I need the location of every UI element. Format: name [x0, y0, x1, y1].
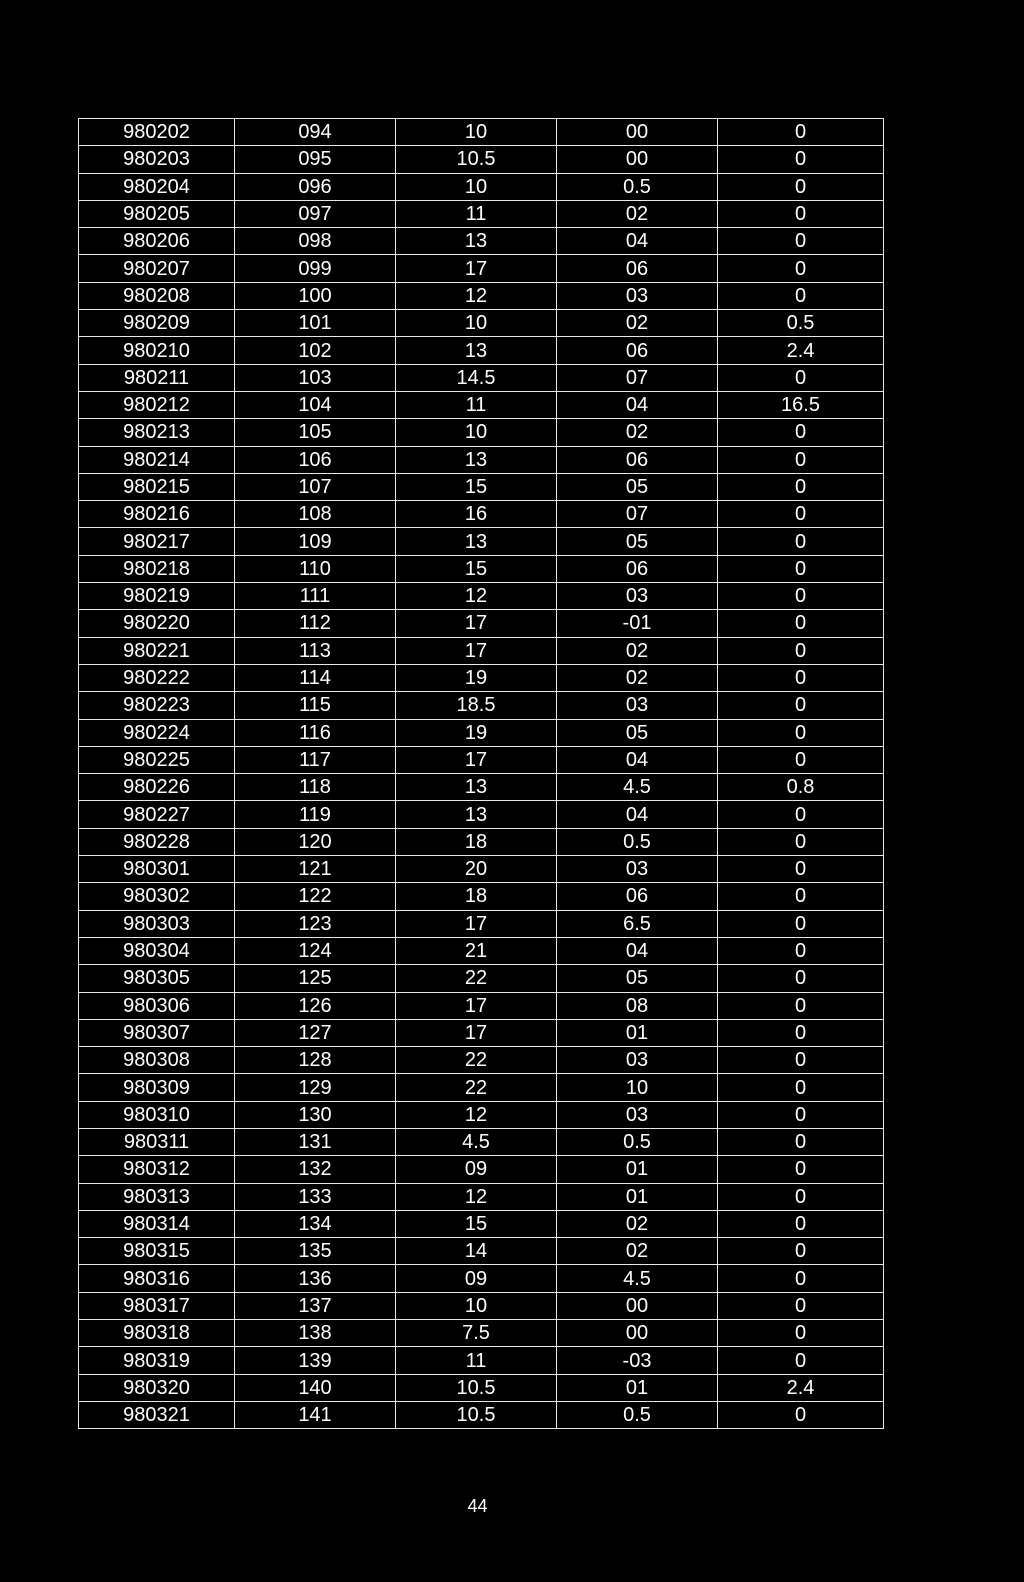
table-cell: 0	[718, 965, 884, 992]
table-cell: 02	[557, 1210, 718, 1237]
table-cell: 18	[396, 828, 557, 855]
table-cell: 17	[396, 992, 557, 1019]
table-row	[79, 1156, 884, 1183]
table-cell: 11	[396, 1347, 557, 1374]
table-row	[79, 1019, 884, 1046]
table-cell: 05	[557, 719, 718, 746]
table-cell: 0	[718, 1292, 884, 1319]
table-cell: 0	[718, 1183, 884, 1210]
table-cell: 140	[235, 1374, 396, 1401]
table-cell: 17	[396, 746, 557, 773]
table-cell: 0	[718, 692, 884, 719]
table-cell: 980303	[79, 910, 235, 937]
table-cell: 06	[557, 337, 718, 364]
table-cell: 094	[235, 119, 396, 146]
table-cell: 096	[235, 173, 396, 200]
table-cell: 980321	[79, 1401, 235, 1428]
table-cell: 18	[396, 883, 557, 910]
table-cell: 0	[718, 1238, 884, 1265]
table-cell: 980311	[79, 1128, 235, 1155]
table-cell: 127	[235, 1019, 396, 1046]
table-cell: 102	[235, 337, 396, 364]
table-cell: 06	[557, 446, 718, 473]
table-cell: 0	[718, 364, 884, 391]
table-cell: 097	[235, 200, 396, 227]
table-cell: 0	[718, 1265, 884, 1292]
table-cell: 0.8	[718, 774, 884, 801]
table-cell: 13	[396, 528, 557, 555]
table-row	[79, 1128, 884, 1155]
table-row	[79, 1265, 884, 1292]
table-cell: 22	[396, 965, 557, 992]
table-cell: 0	[718, 583, 884, 610]
table-cell: 4.5	[396, 1128, 557, 1155]
table-cell: 980216	[79, 501, 235, 528]
table-cell: 03	[557, 692, 718, 719]
table-cell: 980314	[79, 1210, 235, 1237]
table-cell: 110	[235, 555, 396, 582]
table-cell: 980301	[79, 856, 235, 883]
table-row	[79, 528, 884, 555]
table-row	[79, 1320, 884, 1347]
table-row	[79, 473, 884, 500]
table-cell: 02	[557, 310, 718, 337]
table-cell: 0	[718, 200, 884, 227]
table-cell: 129	[235, 1074, 396, 1101]
table-row	[79, 282, 884, 309]
table-cell: 10	[557, 1074, 718, 1101]
table-cell: 0	[718, 1019, 884, 1046]
table-cell: 106	[235, 446, 396, 473]
table-cell: 131	[235, 1128, 396, 1155]
table-cell: 0	[718, 828, 884, 855]
table-cell: 0	[718, 746, 884, 773]
table-cell: 0	[718, 856, 884, 883]
table-cell: 980317	[79, 1292, 235, 1319]
table-cell: 128	[235, 1047, 396, 1074]
table-row	[79, 1292, 884, 1319]
table-cell: 980226	[79, 774, 235, 801]
table-cell: 101	[235, 310, 396, 337]
table-row	[79, 828, 884, 855]
table-cell: 980316	[79, 1265, 235, 1292]
table-row	[79, 774, 884, 801]
table-row	[79, 746, 884, 773]
table-cell: 109	[235, 528, 396, 555]
table-cell: 980305	[79, 965, 235, 992]
table-cell: 980224	[79, 719, 235, 746]
table-cell: 10	[396, 419, 557, 446]
table-cell: 22	[396, 1047, 557, 1074]
table-cell: 095	[235, 146, 396, 173]
table-cell: 0	[718, 1347, 884, 1374]
table-cell: 980315	[79, 1238, 235, 1265]
table-cell: 980306	[79, 992, 235, 1019]
table-cell: 105	[235, 419, 396, 446]
table-cell: 0	[718, 1128, 884, 1155]
table-cell: 01	[557, 1156, 718, 1183]
table-cell: 00	[557, 146, 718, 173]
table-cell: 0	[718, 610, 884, 637]
table-row	[79, 555, 884, 582]
table-cell: 980302	[79, 883, 235, 910]
table-cell: 980210	[79, 337, 235, 364]
table-cell: 18.5	[396, 692, 557, 719]
table-cell: 0	[718, 473, 884, 500]
table-cell: 113	[235, 637, 396, 664]
table-cell: 05	[557, 965, 718, 992]
table-cell: 104	[235, 391, 396, 418]
table-cell: 12	[396, 282, 557, 309]
table-cell: 00	[557, 1292, 718, 1319]
table-row	[79, 228, 884, 255]
table-cell: 0	[718, 910, 884, 937]
table-row	[79, 937, 884, 964]
table-cell: 17	[396, 910, 557, 937]
table-cell: 980208	[79, 282, 235, 309]
table-cell: 120	[235, 828, 396, 855]
table-cell: 098	[235, 228, 396, 255]
table-cell: 0	[718, 1156, 884, 1183]
table-cell: 0	[718, 1401, 884, 1428]
table-cell: 0	[718, 528, 884, 555]
table-cell: 15	[396, 555, 557, 582]
table-cell: 0.5	[557, 173, 718, 200]
table-cell: 19	[396, 719, 557, 746]
table-cell: 02	[557, 664, 718, 691]
table-cell: 141	[235, 1401, 396, 1428]
table-cell: 118	[235, 774, 396, 801]
table-cell: 17	[396, 1019, 557, 1046]
table-cell: 980206	[79, 228, 235, 255]
table-cell: 980214	[79, 446, 235, 473]
table-cell: 0	[718, 119, 884, 146]
table-row	[79, 883, 884, 910]
table-cell: 980222	[79, 664, 235, 691]
table-row	[79, 364, 884, 391]
table-cell: 10.5	[396, 1374, 557, 1401]
table-cell: 980212	[79, 391, 235, 418]
table-cell: 12	[396, 1101, 557, 1128]
table-row	[79, 310, 884, 337]
table-cell: 980203	[79, 146, 235, 173]
table-cell: 07	[557, 501, 718, 528]
table-cell: 139	[235, 1347, 396, 1374]
table-row	[79, 583, 884, 610]
table-cell: 04	[557, 746, 718, 773]
table-cell: 138	[235, 1320, 396, 1347]
table-cell: 980308	[79, 1047, 235, 1074]
table-cell: 13	[396, 801, 557, 828]
table-cell: 15	[396, 1210, 557, 1237]
table-cell: 05	[557, 473, 718, 500]
table-cell: 980219	[79, 583, 235, 610]
table-cell: 03	[557, 856, 718, 883]
table-cell: 980223	[79, 692, 235, 719]
table-cell: 2.4	[718, 337, 884, 364]
table-cell: 04	[557, 228, 718, 255]
table-cell: 980215	[79, 473, 235, 500]
table-row	[79, 1183, 884, 1210]
table-cell: 13	[396, 228, 557, 255]
table-cell: 980204	[79, 173, 235, 200]
table-cell: 02	[557, 419, 718, 446]
table-row	[79, 1347, 884, 1374]
table-row	[79, 910, 884, 937]
table-cell: 130	[235, 1101, 396, 1128]
table-cell: 17	[396, 255, 557, 282]
table-row	[79, 965, 884, 992]
table-cell: 0	[718, 801, 884, 828]
table-cell: 4.5	[557, 774, 718, 801]
table-cell: 0	[718, 937, 884, 964]
table-cell: 0	[718, 1074, 884, 1101]
table-cell: 07	[557, 364, 718, 391]
table-cell: 02	[557, 200, 718, 227]
table-cell: 00	[557, 1320, 718, 1347]
table-cell: 10	[396, 173, 557, 200]
table-cell: 04	[557, 391, 718, 418]
table-cell: 06	[557, 555, 718, 582]
table-row	[79, 1101, 884, 1128]
table-cell: 124	[235, 937, 396, 964]
table-cell: 123	[235, 910, 396, 937]
table-row	[79, 446, 884, 473]
table-cell: -03	[557, 1347, 718, 1374]
table-cell: 125	[235, 965, 396, 992]
table-cell: 0	[718, 501, 884, 528]
table-cell: 121	[235, 856, 396, 883]
table-cell: 126	[235, 992, 396, 1019]
table-cell: 03	[557, 1047, 718, 1074]
table-cell: 05	[557, 528, 718, 555]
table-row	[79, 1374, 884, 1401]
table-cell: 6.5	[557, 910, 718, 937]
table-cell: 0.5	[557, 1128, 718, 1155]
table-cell: 0	[718, 555, 884, 582]
table-cell: 11	[396, 391, 557, 418]
table-cell: 0.5	[557, 1401, 718, 1428]
table-row	[79, 664, 884, 691]
table-cell: 980304	[79, 937, 235, 964]
table-cell: 980213	[79, 419, 235, 446]
table-cell: 114	[235, 664, 396, 691]
table-cell: 115	[235, 692, 396, 719]
table-cell: 19	[396, 664, 557, 691]
table-cell: 980220	[79, 610, 235, 637]
table-cell: 10.5	[396, 1401, 557, 1428]
table-row	[79, 719, 884, 746]
table-cell: 133	[235, 1183, 396, 1210]
table-cell: 099	[235, 255, 396, 282]
table-cell: 06	[557, 883, 718, 910]
table-cell: 03	[557, 1101, 718, 1128]
table-cell: 16	[396, 501, 557, 528]
table-cell: 10	[396, 119, 557, 146]
table-cell: 17	[396, 610, 557, 637]
table-cell: 03	[557, 583, 718, 610]
table-cell: 100	[235, 282, 396, 309]
table-cell: 01	[557, 1019, 718, 1046]
table-cell: 116	[235, 719, 396, 746]
table-row	[79, 501, 884, 528]
table-cell: 980209	[79, 310, 235, 337]
table-row	[79, 1047, 884, 1074]
table-cell: 980313	[79, 1183, 235, 1210]
page-number: 44	[467, 1496, 488, 1516]
table-cell: 13	[396, 446, 557, 473]
table-row	[79, 692, 884, 719]
table-cell: 119	[235, 801, 396, 828]
table-cell: 11	[396, 200, 557, 227]
table-cell: 15	[396, 473, 557, 500]
table-cell: 122	[235, 883, 396, 910]
table-cell: 980218	[79, 555, 235, 582]
table-cell: 135	[235, 1238, 396, 1265]
table-cell: 980221	[79, 637, 235, 664]
table-cell: 0	[718, 883, 884, 910]
table-cell: 0.5	[718, 310, 884, 337]
table-cell: 0	[718, 419, 884, 446]
table-row	[79, 255, 884, 282]
table-cell: 17	[396, 637, 557, 664]
table-cell: 132	[235, 1156, 396, 1183]
table-cell: 980217	[79, 528, 235, 555]
table-cell: 980320	[79, 1374, 235, 1401]
table-cell: 980310	[79, 1101, 235, 1128]
table-row	[79, 637, 884, 664]
table-cell: 980228	[79, 828, 235, 855]
table-cell: 12	[396, 1183, 557, 1210]
table-cell: 0	[718, 637, 884, 664]
table-cell: 00	[557, 119, 718, 146]
table-cell: 0	[718, 255, 884, 282]
table-cell: 0	[718, 1047, 884, 1074]
table-cell: 0	[718, 1210, 884, 1237]
table-cell: 10	[396, 310, 557, 337]
table-row	[79, 1210, 884, 1237]
table-cell: 0	[718, 446, 884, 473]
table-row	[79, 992, 884, 1019]
table-cell: 0	[718, 146, 884, 173]
table-cell: 14.5	[396, 364, 557, 391]
table-cell: 136	[235, 1265, 396, 1292]
table-row	[79, 856, 884, 883]
table-cell: 02	[557, 637, 718, 664]
table-row	[79, 337, 884, 364]
table-row	[79, 1401, 884, 1428]
table-cell: 0	[718, 1101, 884, 1128]
table-row	[79, 1074, 884, 1101]
table-cell: 16.5	[718, 391, 884, 418]
table-cell: 13	[396, 774, 557, 801]
table-cell: 0	[718, 173, 884, 200]
table-cell: 980307	[79, 1019, 235, 1046]
table-cell: 0.5	[557, 828, 718, 855]
table-cell: 0	[718, 719, 884, 746]
table-cell: 22	[396, 1074, 557, 1101]
table-cell: 2.4	[718, 1374, 884, 1401]
table-cell: 137	[235, 1292, 396, 1319]
table-cell: 7.5	[396, 1320, 557, 1347]
table-cell: 980205	[79, 200, 235, 227]
table-cell: 04	[557, 801, 718, 828]
table-cell: 980309	[79, 1074, 235, 1101]
table-cell: 980225	[79, 746, 235, 773]
table-cell: 980202	[79, 119, 235, 146]
table-cell: 03	[557, 282, 718, 309]
table-cell: 0	[718, 664, 884, 691]
table-cell: 134	[235, 1210, 396, 1237]
table-cell: 13	[396, 337, 557, 364]
table-cell: -01	[557, 610, 718, 637]
table-cell: 20	[396, 856, 557, 883]
data-table-body	[79, 119, 884, 1429]
table-cell: 0	[718, 282, 884, 309]
table-cell: 117	[235, 746, 396, 773]
table-cell: 08	[557, 992, 718, 1019]
table-cell: 04	[557, 937, 718, 964]
table-cell: 980312	[79, 1156, 235, 1183]
data-table	[78, 118, 884, 1429]
table-cell: 111	[235, 583, 396, 610]
table-cell: 01	[557, 1183, 718, 1210]
table-cell: 09	[396, 1265, 557, 1292]
table-cell: 108	[235, 501, 396, 528]
table-cell: 980319	[79, 1347, 235, 1374]
table-cell: 0	[718, 228, 884, 255]
table-row	[79, 119, 884, 146]
table-cell: 103	[235, 364, 396, 391]
table-cell: 0	[718, 992, 884, 1019]
table-row	[79, 173, 884, 200]
table-cell: 14	[396, 1238, 557, 1265]
table-cell: 09	[396, 1156, 557, 1183]
table-row	[79, 419, 884, 446]
table-row	[79, 1238, 884, 1265]
table-cell: 21	[396, 937, 557, 964]
table-cell: 01	[557, 1374, 718, 1401]
table-cell: 980207	[79, 255, 235, 282]
table-cell: 0	[718, 1320, 884, 1347]
table-cell: 10	[396, 1292, 557, 1319]
table-row	[79, 146, 884, 173]
table-row	[79, 610, 884, 637]
table-row	[79, 200, 884, 227]
table-cell: 06	[557, 255, 718, 282]
table-cell: 112	[235, 610, 396, 637]
table-cell: 980318	[79, 1320, 235, 1347]
table-row	[79, 801, 884, 828]
table-cell: 12	[396, 583, 557, 610]
table-cell: 4.5	[557, 1265, 718, 1292]
table-row	[79, 391, 884, 418]
table-cell: 107	[235, 473, 396, 500]
table-cell: 10.5	[396, 146, 557, 173]
table-cell: 02	[557, 1238, 718, 1265]
table-cell: 980211	[79, 364, 235, 391]
table-cell: 980227	[79, 801, 235, 828]
